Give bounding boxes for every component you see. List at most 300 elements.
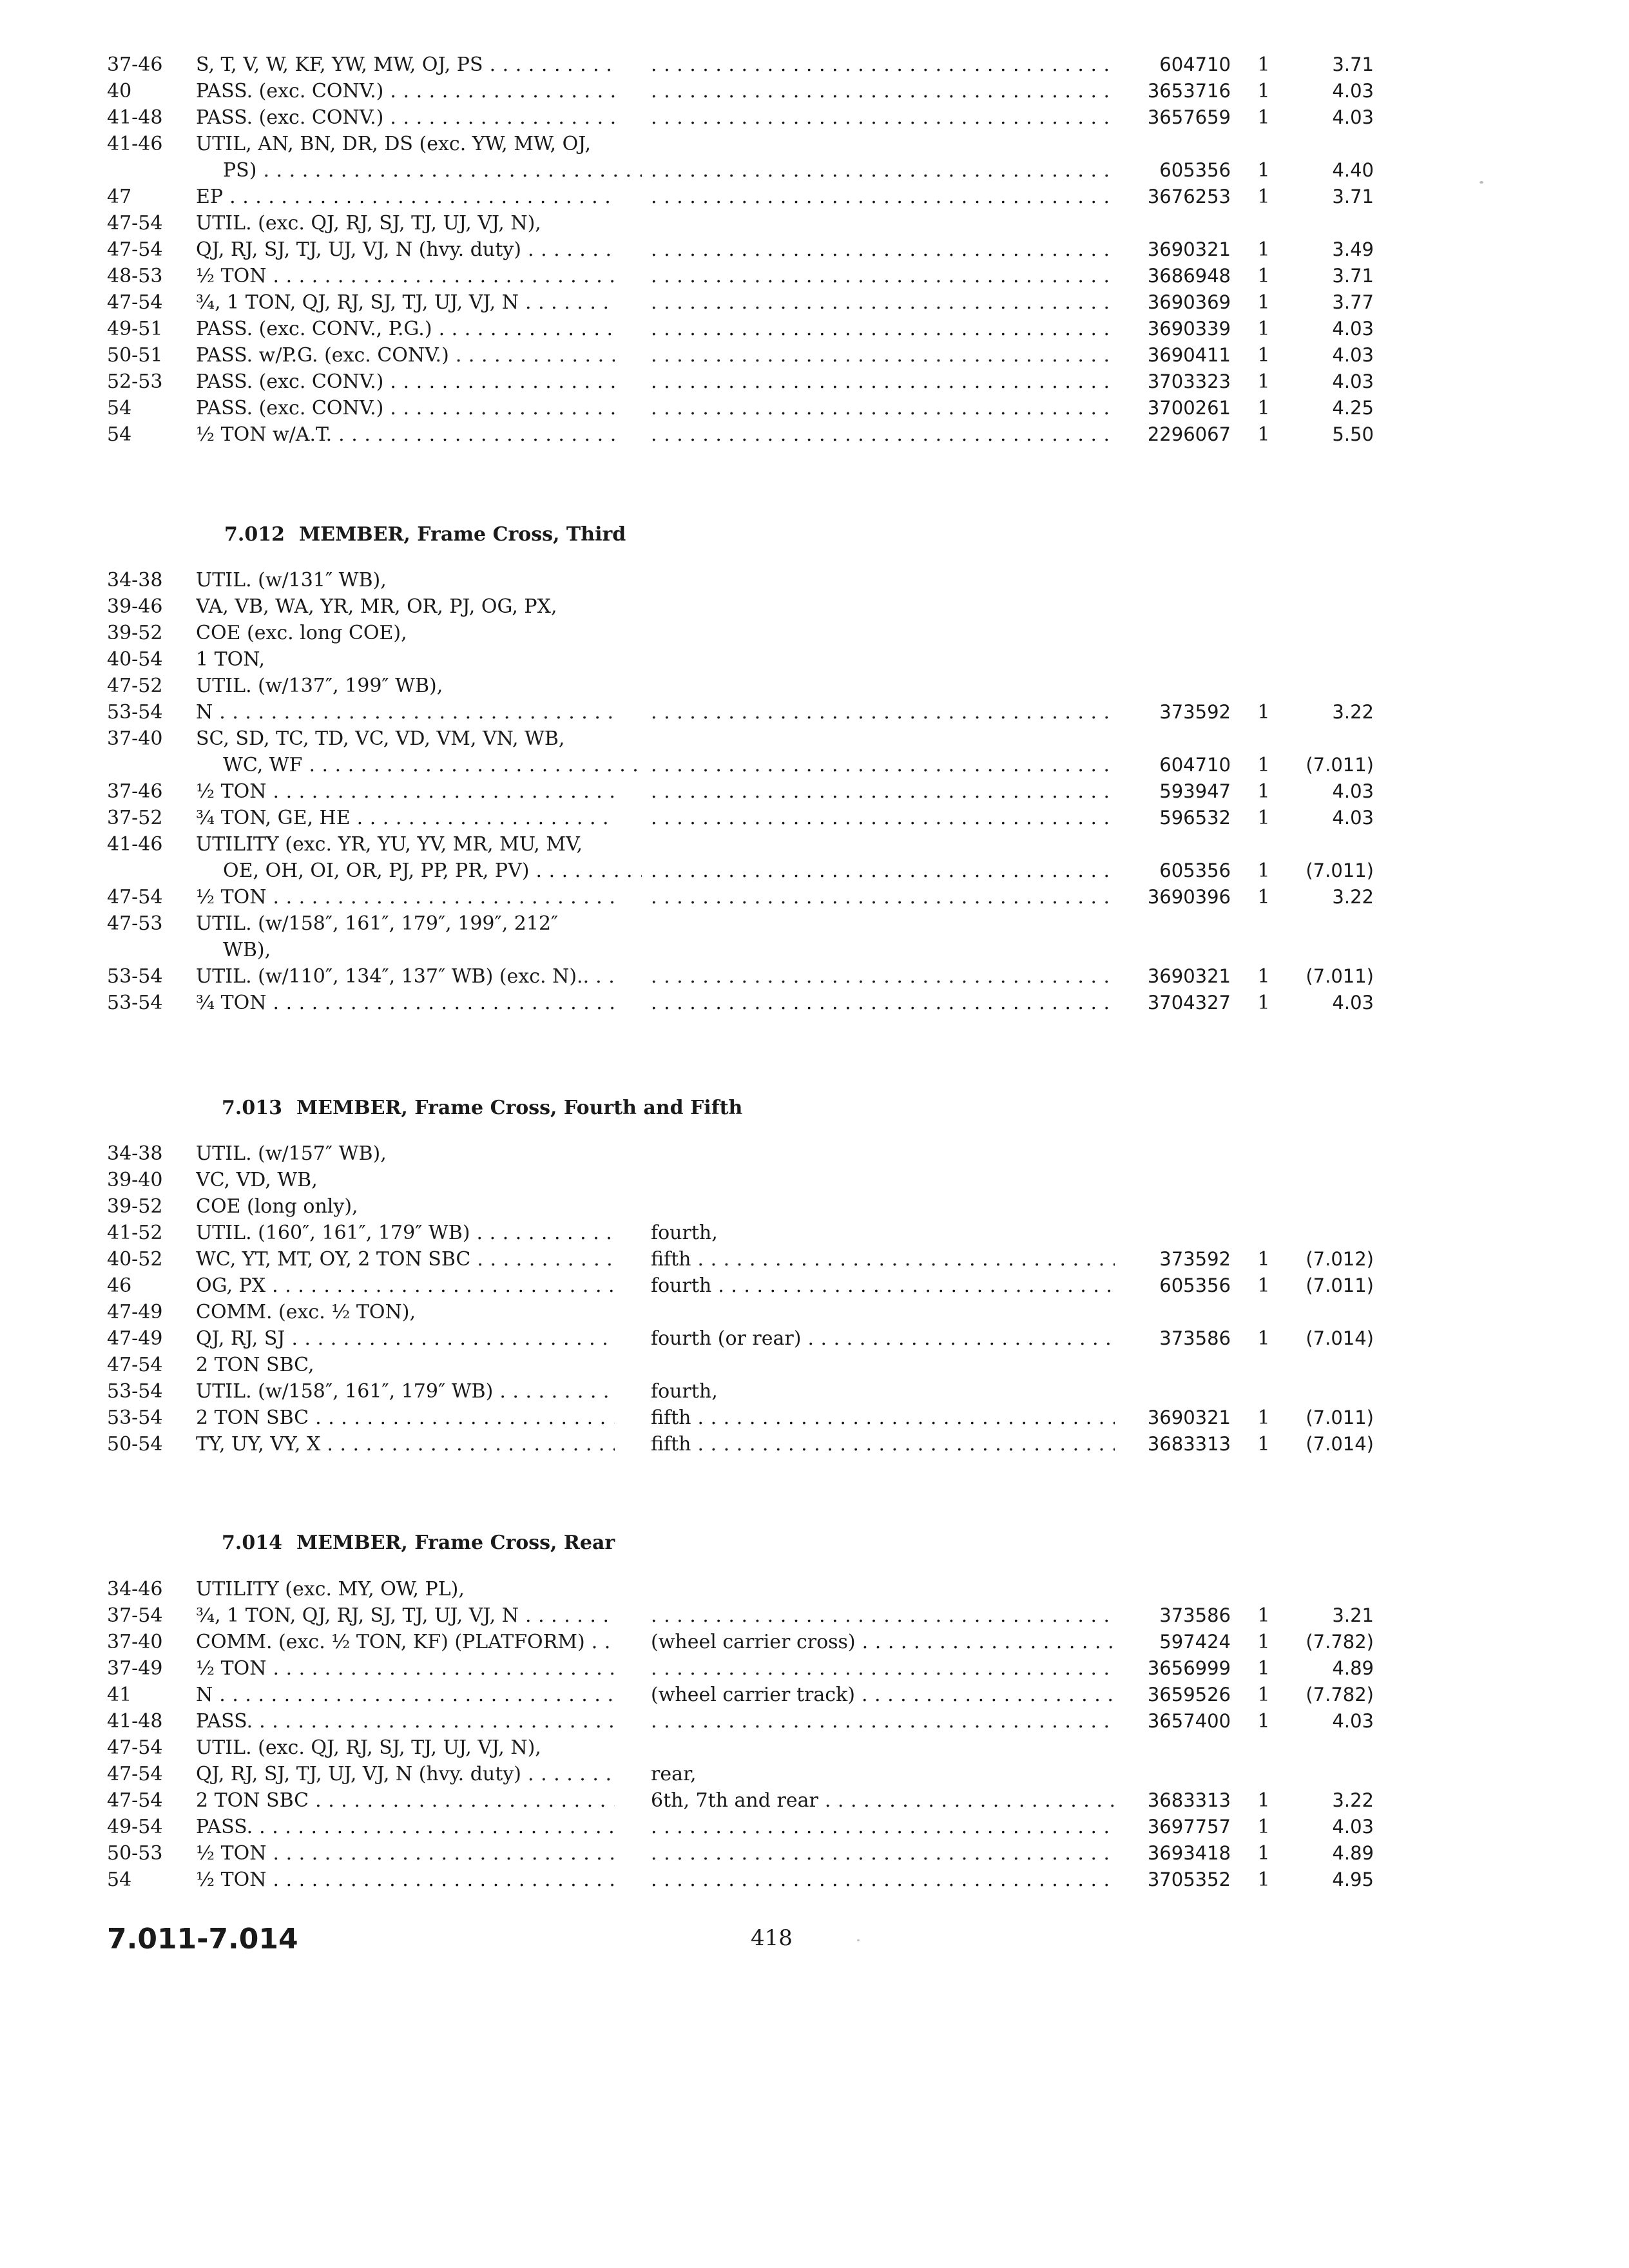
- table-row: [0, 395, 1629, 421]
- quantity: 1: [1257, 1710, 1270, 1733]
- section-heading-7-013: [222, 1095, 742, 1121]
- model-years: 39-52: [107, 622, 163, 644]
- quantity: 1: [1257, 1407, 1270, 1429]
- section-number: 7.012: [224, 523, 285, 546]
- part-number: 373586: [1159, 1327, 1231, 1349]
- model-years: 54: [107, 1869, 132, 1891]
- model-years: 50-54: [107, 1433, 163, 1456]
- reference: 4.03: [1332, 807, 1374, 829]
- leader-dots: [651, 778, 1115, 805]
- model-years: 54: [107, 397, 132, 419]
- section-number: 7.013: [222, 1097, 282, 1119]
- table-row: [0, 1378, 1629, 1405]
- table-row: [0, 990, 1629, 1016]
- table-row: [0, 1655, 1629, 1682]
- leader-dots: [651, 263, 1115, 289]
- application-description: 1 TON,: [196, 648, 265, 671]
- part-number: 604710: [1159, 53, 1231, 75]
- model-years: 47-54: [107, 1789, 163, 1812]
- reference: (7.011): [1306, 860, 1374, 881]
- reference: 4.95: [1332, 1869, 1374, 1890]
- reference: 3.22: [1332, 886, 1374, 908]
- quantity: 1: [1257, 1274, 1270, 1297]
- table-row: [0, 369, 1629, 395]
- model-years: 47-53: [107, 912, 163, 935]
- table-row: [0, 884, 1629, 910]
- application-description: QJ, RJ, SJ, TJ, UJ, VJ, N (hvy. duty) . . .: [196, 236, 615, 263]
- application-description: PASS. (exc. CONV.) . . .: [196, 395, 615, 421]
- table-row: [0, 1787, 1629, 1814]
- part-number: 3690339: [1147, 318, 1231, 340]
- section-heading-7-014: [222, 1530, 615, 1556]
- quantity: 1: [1257, 370, 1270, 393]
- quantity: 1: [1257, 1248, 1270, 1271]
- part-number: 3659526: [1147, 1684, 1231, 1706]
- table-row: [0, 646, 1629, 673]
- reference: 4.03: [1332, 1816, 1374, 1838]
- reference: (7.011): [1306, 1407, 1374, 1428]
- model-years: 47: [107, 186, 132, 208]
- leader-dots: [651, 289, 1115, 316]
- part-number: 593947: [1159, 780, 1231, 802]
- leader-dots: [651, 78, 1115, 104]
- leader-dots: [651, 1840, 1115, 1867]
- reference: (7.011): [1306, 1274, 1374, 1296]
- model-years: 41: [107, 1684, 132, 1706]
- reference: (7.014): [1306, 1327, 1374, 1349]
- table-row: [0, 1140, 1629, 1167]
- footer-page-number: 418: [751, 1925, 793, 1951]
- scan-speck: [857, 1939, 860, 1941]
- table-row: [0, 937, 1629, 963]
- part-number: 3657659: [1147, 106, 1231, 128]
- table-row: [0, 316, 1629, 342]
- model-years: 40-52: [107, 1248, 163, 1271]
- position-remark: fifth . . .: [651, 1431, 1115, 1457]
- part-number: 3704327: [1147, 992, 1231, 1014]
- table-row: [0, 699, 1629, 726]
- leader-dots: [651, 963, 1115, 990]
- application-description: UTIL. (w/110″, 134″, 137″ WB) (exc. N).. . . .: [196, 963, 615, 990]
- reference: 3.22: [1332, 1789, 1374, 1811]
- application-description: 2 TON SBC . . .: [196, 1787, 615, 1814]
- model-years: 46: [107, 1274, 132, 1297]
- model-years: 37-52: [107, 807, 163, 829]
- leader-dots: [651, 1814, 1115, 1840]
- reference: 4.89: [1332, 1842, 1374, 1864]
- part-number: 3690321: [1147, 965, 1231, 987]
- application-description: UTIL. (w/158″, 161″, 179″, 199″, 212″: [196, 912, 559, 935]
- part-number: 373586: [1159, 1604, 1231, 1626]
- application-description: UTIL. (w/131″ WB),: [196, 569, 387, 591]
- application-description: COE (long only),: [196, 1195, 358, 1218]
- application-description: UTILITY (exc. YR, YU, YV, MR, MU, MV,: [196, 833, 583, 856]
- leader-dots: [651, 1602, 1115, 1629]
- position-remark: fifth . . .: [651, 1246, 1115, 1273]
- model-years: 50-53: [107, 1842, 163, 1865]
- part-number: 596532: [1159, 807, 1231, 829]
- model-years: 34-46: [107, 1578, 163, 1600]
- table-row: [0, 726, 1629, 752]
- quantity: 1: [1257, 291, 1270, 314]
- table-row: [0, 184, 1629, 210]
- model-years: 48-53: [107, 265, 163, 287]
- part-number: 3690321: [1147, 238, 1231, 260]
- model-years: 47-49: [107, 1327, 163, 1350]
- reference: 3.22: [1332, 701, 1374, 723]
- quantity: 1: [1257, 807, 1270, 829]
- reference: 4.03: [1332, 992, 1374, 1014]
- application-description: PASS. (exc. CONV.) . . .: [196, 369, 615, 395]
- quantity: 1: [1257, 1327, 1270, 1350]
- application-description: ¾, 1 TON, QJ, RJ, SJ, TJ, UJ, VJ, N . . .: [196, 289, 615, 316]
- reference: 4.03: [1332, 780, 1374, 802]
- model-years: 34-38: [107, 569, 163, 591]
- part-number: 3690369: [1147, 291, 1231, 313]
- quantity: 1: [1257, 992, 1270, 1014]
- model-years: 37-49: [107, 1657, 163, 1680]
- part-number: 3686948: [1147, 265, 1231, 287]
- table-row: [0, 1352, 1629, 1378]
- table-row: [0, 1708, 1629, 1735]
- model-years: 39-52: [107, 1195, 163, 1218]
- position-remark: (wheel carrier cross) . . .: [651, 1629, 1115, 1655]
- reference: 4.03: [1332, 80, 1374, 102]
- reference: 4.89: [1332, 1657, 1374, 1679]
- application-description: VA, VB, WA, YR, MR, OR, PJ, OG, PX,: [196, 595, 557, 618]
- quantity: 1: [1257, 265, 1270, 287]
- reference: 3.71: [1332, 53, 1374, 75]
- part-number: 3657400: [1147, 1710, 1231, 1732]
- application-description: OG, PX . . .: [196, 1273, 615, 1299]
- reference: (7.011): [1306, 754, 1374, 776]
- application-description: ½ TON . . .: [196, 884, 615, 910]
- position-remark: fourth,: [651, 1222, 718, 1244]
- application-description: OE, OH, OI, OR, PJ, PP, PR, PV) . . .: [196, 858, 642, 884]
- quantity: 1: [1257, 860, 1270, 882]
- leader-dots: [651, 342, 1115, 369]
- reference: 3.49: [1332, 238, 1374, 260]
- part-number: 597424: [1159, 1631, 1231, 1653]
- table-row: [0, 1246, 1629, 1273]
- application-description: WC, YT, MT, OY, 2 TON SBC . . .: [196, 1246, 615, 1273]
- leader-dots: [651, 805, 1115, 831]
- application-description: PASS. (exc. CONV., P.G.) . . .: [196, 316, 615, 342]
- table-row: [0, 831, 1629, 858]
- reference: 4.03: [1332, 370, 1374, 392]
- application-description: UTIL. (160″, 161″, 179″ WB) . . .: [196, 1220, 615, 1246]
- section-title: MEMBER, Frame Cross, Third: [298, 523, 626, 546]
- model-years: 47-54: [107, 1763, 163, 1785]
- part-number: 3690411: [1147, 344, 1231, 366]
- application-description: WC, WF . . .: [196, 752, 642, 778]
- quantity: 1: [1257, 1816, 1270, 1838]
- part-number: 373592: [1159, 701, 1231, 723]
- quantity: 1: [1257, 1789, 1270, 1812]
- scan-speck: [1480, 181, 1483, 184]
- reference: 4.03: [1332, 318, 1374, 340]
- table-row: [0, 157, 1629, 184]
- table-row: [0, 1299, 1629, 1325]
- table-row: [0, 858, 1629, 884]
- quantity: 1: [1257, 886, 1270, 908]
- section-number: 7.014: [222, 1532, 282, 1554]
- position-remark: rear,: [651, 1763, 697, 1785]
- application-description: UTIL. (w/158″, 161″, 179″ WB) . . .: [196, 1378, 615, 1405]
- model-years: 53-54: [107, 992, 163, 1014]
- model-years: 40: [107, 80, 132, 102]
- application-description: VC, VD, WB,: [196, 1169, 318, 1191]
- reference: 3.21: [1332, 1604, 1374, 1626]
- table-row: [0, 620, 1629, 646]
- application-description: PASS. (exc. CONV.) . . .: [196, 78, 615, 104]
- table-row: [0, 1629, 1629, 1655]
- model-years: 37-46: [107, 53, 163, 76]
- leader-dots: [651, 990, 1115, 1016]
- quantity: 1: [1257, 53, 1270, 76]
- model-years: 37-54: [107, 1604, 163, 1627]
- quantity: 1: [1257, 397, 1270, 419]
- position-remark: fourth,: [651, 1380, 718, 1403]
- table-row: [0, 593, 1629, 620]
- quantity: 1: [1257, 186, 1270, 208]
- table-row: [0, 567, 1629, 593]
- application-description: UTIL. (w/157″ WB),: [196, 1142, 387, 1165]
- application-description: N . . .: [196, 1682, 615, 1708]
- application-description: ½ TON . . .: [196, 263, 615, 289]
- table-row: [0, 1576, 1629, 1602]
- model-years: 49-51: [107, 318, 163, 340]
- application-description: QJ, RJ, SJ . . .: [196, 1325, 615, 1352]
- table-row: [0, 1867, 1629, 1893]
- part-number: 3700261: [1147, 397, 1231, 419]
- application-description: UTIL. (exc. QJ, RJ, SJ, TJ, UJ, VJ, N),: [196, 212, 541, 235]
- model-years: 41-46: [107, 133, 163, 155]
- part-number: 3653716: [1147, 80, 1231, 102]
- part-number: 3690396: [1147, 886, 1231, 908]
- table-row: [0, 1167, 1629, 1193]
- application-description: PASS. . . .: [196, 1814, 615, 1840]
- leader-dots: [651, 157, 1115, 184]
- application-description: UTIL, AN, BN, DR, DS (exc. YW, MW, OJ,: [196, 133, 592, 155]
- table-row: [0, 1682, 1629, 1708]
- part-number: 3690321: [1147, 1407, 1231, 1428]
- quantity: 1: [1257, 754, 1270, 776]
- application-description: QJ, RJ, SJ, TJ, UJ, VJ, N (hvy. duty) . . .: [196, 1761, 615, 1787]
- application-description: ½ TON . . .: [196, 1655, 615, 1682]
- table-row: [0, 263, 1629, 289]
- table-row: [0, 342, 1629, 369]
- application-description: ½ TON . . .: [196, 1840, 615, 1867]
- part-number: 3697757: [1147, 1816, 1231, 1838]
- quantity: 1: [1257, 159, 1270, 182]
- reference: (7.782): [1306, 1684, 1374, 1706]
- quantity: 1: [1257, 1869, 1270, 1891]
- model-years: 47-54: [107, 1736, 163, 1759]
- model-years: 34-38: [107, 1142, 163, 1165]
- leader-dots: [651, 1655, 1115, 1682]
- application-description: 2 TON SBC,: [196, 1354, 314, 1376]
- reference: (7.782): [1306, 1631, 1374, 1653]
- table-row: [0, 910, 1629, 937]
- application-description: UTILITY (exc. MY, OW, PL),: [196, 1578, 465, 1600]
- application-description: UTIL. (exc. QJ, RJ, SJ, TJ, UJ, VJ, N),: [196, 1736, 541, 1759]
- application-description: COMM. (exc. ½ TON, KF) (PLATFORM) . . .: [196, 1629, 615, 1655]
- application-description: WB),: [223, 939, 271, 961]
- quantity: 1: [1257, 1604, 1270, 1627]
- part-number: 605356: [1159, 860, 1231, 881]
- model-years: 47-54: [107, 886, 163, 908]
- model-years: 47-54: [107, 1354, 163, 1376]
- table-row: [0, 421, 1629, 448]
- application-description: COE (exc. long COE),: [196, 622, 407, 644]
- table-row: [0, 1735, 1629, 1761]
- quantity: 1: [1257, 1684, 1270, 1706]
- footer-section-range: 7.011-7.014: [107, 1923, 298, 1956]
- model-years: 53-54: [107, 1380, 163, 1403]
- leader-dots: [651, 236, 1115, 263]
- quantity: 1: [1257, 318, 1270, 340]
- table-row: [0, 963, 1629, 990]
- leader-dots: [651, 699, 1115, 726]
- reference: 4.03: [1332, 344, 1374, 366]
- reference: 5.50: [1332, 423, 1374, 445]
- leader-dots: [651, 1708, 1115, 1735]
- application-description: S, T, V, W, KF, YW, MW, OJ, PS . . .: [196, 52, 615, 78]
- model-years: 39-46: [107, 595, 163, 618]
- part-number: 605356: [1159, 159, 1231, 181]
- part-number: 3703323: [1147, 370, 1231, 392]
- part-number: 3676253: [1147, 186, 1231, 207]
- application-description: PASS. (exc. CONV.) . . .: [196, 104, 615, 131]
- quantity: 1: [1257, 1631, 1270, 1653]
- table-row: [0, 1431, 1629, 1457]
- model-years: 37-40: [107, 1631, 163, 1653]
- table-row: [0, 289, 1629, 316]
- table-row: [0, 1405, 1629, 1431]
- application-description: PASS. . . .: [196, 1708, 615, 1735]
- leader-dots: [651, 52, 1115, 78]
- model-years: 47-54: [107, 291, 163, 314]
- reference: 3.71: [1332, 186, 1374, 207]
- table-row: [0, 805, 1629, 831]
- quantity: 1: [1257, 1842, 1270, 1865]
- application-description: COMM. (exc. ½ TON),: [196, 1301, 416, 1323]
- application-description: ¾ TON . . .: [196, 990, 615, 1016]
- model-years: 37-46: [107, 780, 163, 803]
- model-years: 39-40: [107, 1169, 163, 1191]
- quantity: 1: [1257, 344, 1270, 367]
- part-number: 604710: [1159, 754, 1231, 776]
- position-remark: 6th, 7th and rear . . .: [651, 1787, 1115, 1814]
- table-row: [0, 1814, 1629, 1840]
- leader-dots: [651, 184, 1115, 210]
- quantity: 1: [1257, 701, 1270, 724]
- part-number: 3683313: [1147, 1433, 1231, 1455]
- part-number: 605356: [1159, 1274, 1231, 1296]
- leader-dots: [651, 104, 1115, 131]
- model-years: 41-48: [107, 106, 163, 129]
- table-row: [0, 752, 1629, 778]
- part-number: 3683313: [1147, 1789, 1231, 1811]
- quantity: 1: [1257, 423, 1270, 446]
- quantity: 1: [1257, 1433, 1270, 1456]
- part-number: 3693418: [1147, 1842, 1231, 1864]
- leader-dots: [651, 316, 1115, 342]
- part-number: 3705352: [1147, 1869, 1231, 1890]
- table-row: [0, 1193, 1629, 1220]
- application-description: PS) . . .: [196, 157, 642, 184]
- model-years: 47-49: [107, 1301, 163, 1323]
- table-row: [0, 131, 1629, 157]
- position-remark: fourth (or rear) . . .: [651, 1325, 1115, 1352]
- application-description: ½ TON w/A.T. . . .: [196, 421, 615, 448]
- model-years: 37-40: [107, 727, 163, 750]
- model-years: 54: [107, 423, 132, 446]
- quantity: 1: [1257, 780, 1270, 803]
- position-remark: fourth . . .: [651, 1273, 1115, 1299]
- reference: 3.71: [1332, 265, 1374, 287]
- model-years: 53-54: [107, 965, 163, 988]
- part-number: 3656999: [1147, 1657, 1231, 1679]
- quantity: 1: [1257, 106, 1270, 129]
- application-description: ½ TON . . .: [196, 778, 615, 805]
- model-years: 49-54: [107, 1816, 163, 1838]
- application-description: N . . .: [196, 699, 615, 726]
- application-description: SC, SD, TC, TD, VC, VD, VM, VN, WB,: [196, 727, 565, 750]
- table-row: [0, 1220, 1629, 1246]
- reference: 4.03: [1332, 1710, 1374, 1732]
- quantity: 1: [1257, 965, 1270, 988]
- reference: (7.011): [1306, 965, 1374, 987]
- model-years: 47-54: [107, 238, 163, 261]
- model-years: 41-52: [107, 1222, 163, 1244]
- table-row: [0, 236, 1629, 263]
- table-row: [0, 1761, 1629, 1787]
- leader-dots: [651, 395, 1115, 421]
- table-row: [0, 778, 1629, 805]
- table-row: [0, 1840, 1629, 1867]
- application-description: ¾ TON, GE, HE . . .: [196, 805, 615, 831]
- quantity: 1: [1257, 1657, 1270, 1680]
- application-description: UTIL. (w/137″, 199″ WB),: [196, 675, 443, 697]
- section-heading-7-012: [224, 522, 626, 548]
- application-description: ¾, 1 TON, QJ, RJ, SJ, TJ, UJ, VJ, N . . .: [196, 1602, 615, 1629]
- table-row: [0, 1602, 1629, 1629]
- model-years: 53-54: [107, 701, 163, 724]
- quantity: 1: [1257, 80, 1270, 102]
- leader-dots: [651, 858, 1115, 884]
- model-years: 41-48: [107, 1710, 163, 1733]
- table-row: [0, 52, 1629, 78]
- model-years: 47-52: [107, 675, 163, 697]
- leader-dots: [651, 1867, 1115, 1893]
- application-description: PASS. w/P.G. (exc. CONV.) . . .: [196, 342, 615, 369]
- model-years: 40-54: [107, 648, 163, 671]
- reference: 4.40: [1332, 159, 1374, 181]
- quantity: 1: [1257, 238, 1270, 261]
- model-years: 52-53: [107, 370, 163, 393]
- reference: 3.77: [1332, 291, 1374, 313]
- table-row: [0, 104, 1629, 131]
- reference: 4.03: [1332, 106, 1374, 128]
- table-row: [0, 1273, 1629, 1299]
- position-remark: (wheel carrier track) . . .: [651, 1682, 1115, 1708]
- leader-dots: [651, 421, 1115, 448]
- application-description: TY, UY, VY, X . . .: [196, 1431, 615, 1457]
- model-years: 50-51: [107, 344, 163, 367]
- model-years: 41-46: [107, 833, 163, 856]
